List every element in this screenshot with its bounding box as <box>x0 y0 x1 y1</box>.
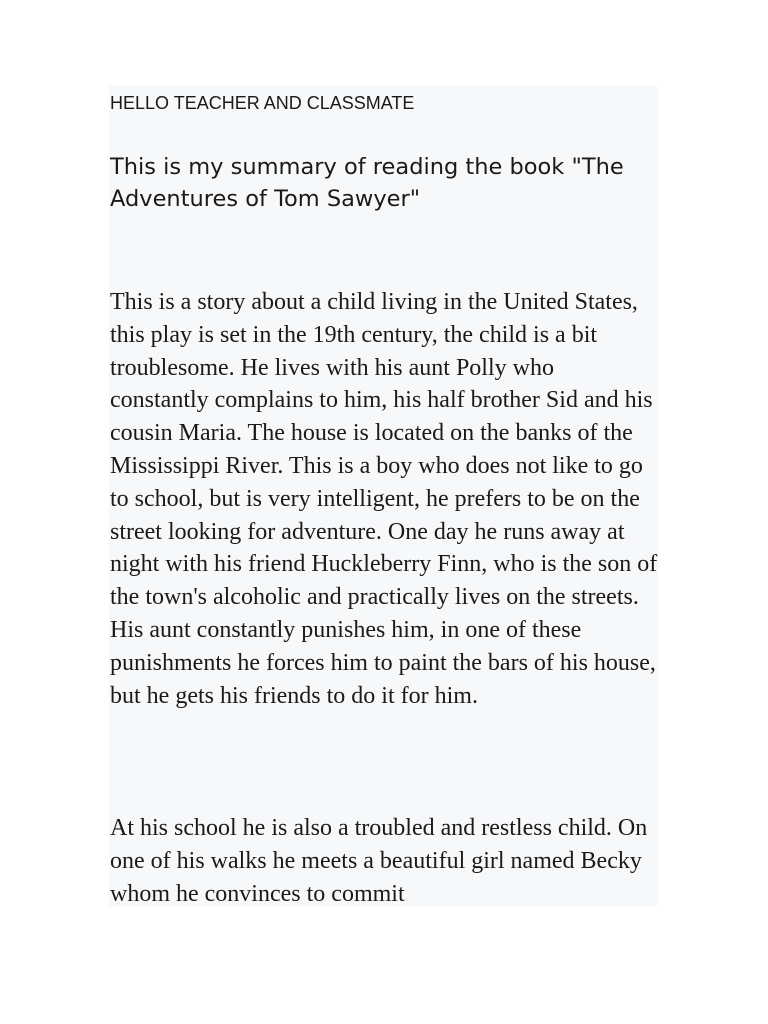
greeting-heading: HELLO TEACHER AND CLASSMATE <box>110 93 415 113</box>
story-paragraph-1: This is a story about a child living in the United States, this play is set in the 19th century, the child is a bit troublesome. He lives with his aunt Polly who constantly complains to him, his half brother Sid and his cousin Maria. The house is located on the banks of the Mississippi River. This is a boy who does not like to go to school, but is very intelligent, he prefers to be on the street looking for adventure. One day he runs away at night with his friend Huckleberry Finn, who is the son of the town's alcoholic and practically lives on the streets. His aunt constantly punishes him, in one of these punishments he forces him to paint the bars of his house, but he gets his friends to do it for him. <box>110 289 658 709</box>
summary-intro: This is my summary of reading the book "The Adventures of Tom Sawyer" <box>110 154 624 212</box>
story-paragraph-2: At his school he is also a troubled and restless child. On one of his walks he meets a beautiful girl named Becky whom he convinces to commit <box>110 815 648 907</box>
